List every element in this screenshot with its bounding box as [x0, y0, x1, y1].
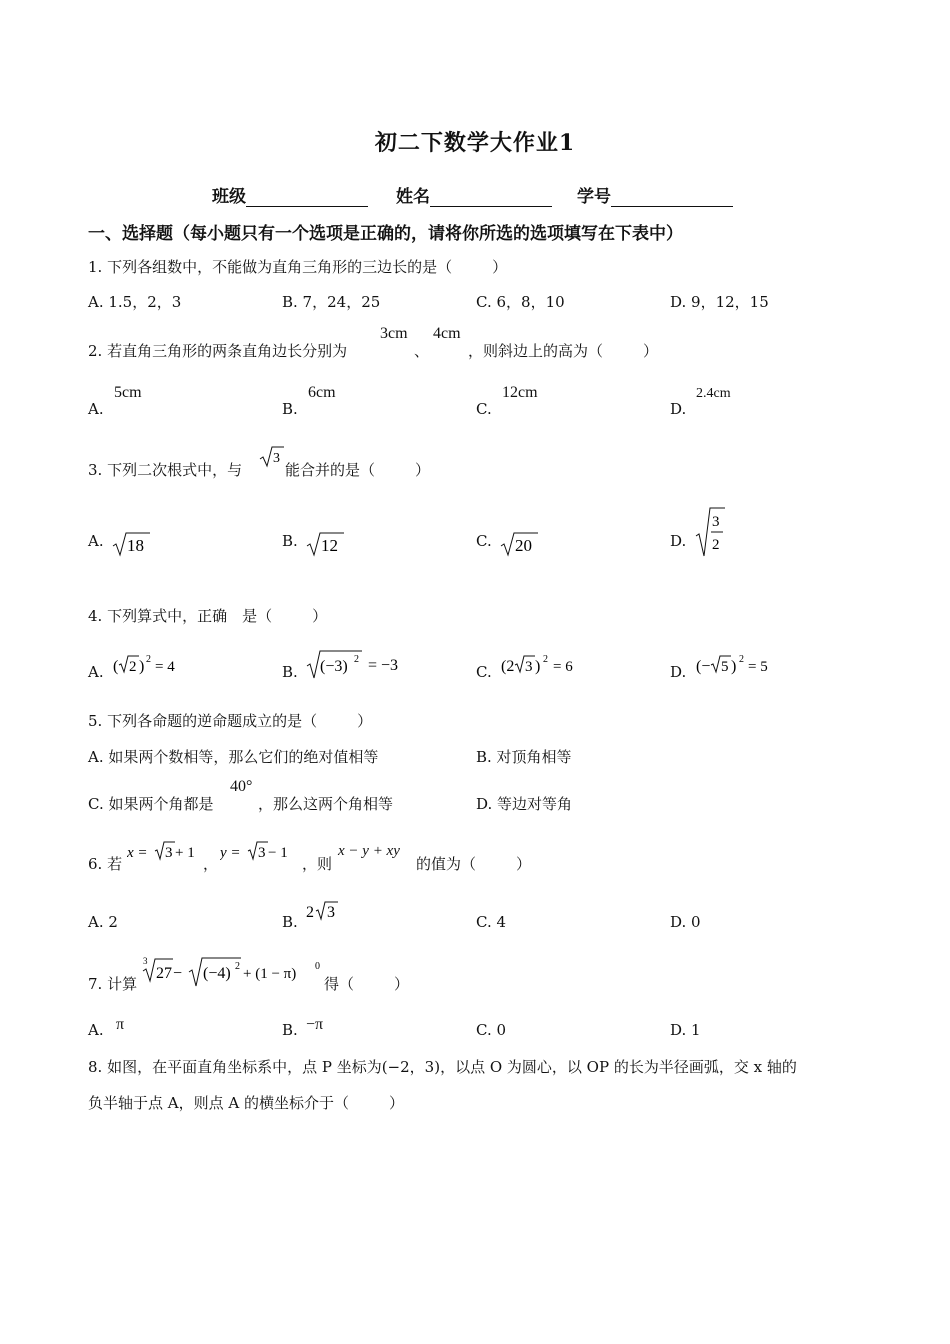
q4-option-a-letter: A. — [88, 663, 104, 681]
q7-option-c: C. 0 — [476, 1021, 507, 1039]
id-field — [577, 182, 733, 207]
q6-option-b-letter: B. — [282, 913, 298, 931]
q3-option-b-letter: B. — [282, 532, 298, 550]
q1-option-b: B. 7，24，25 — [282, 293, 381, 311]
q5-option-c-value: 40° — [230, 778, 253, 795]
q4-c-radicand: 3 — [525, 659, 533, 675]
q7-stem-tail: 得（ ） — [324, 975, 410, 993]
name-field — [396, 182, 552, 207]
q4-d-open: (− — [696, 658, 711, 675]
id-label: 学号 — [577, 187, 611, 207]
q6-x-lhs: x = — [127, 845, 148, 861]
id-blank[interactable] — [611, 189, 733, 207]
question-8-line-2: 负半轴于点 A，则点 A 的横坐标介于（ ） — [88, 1094, 404, 1112]
question-1-stem: 1. 下列各组数中，不能做为直角三角形的三边长的是（ ） — [88, 258, 508, 276]
q3-root-3 — [259, 445, 285, 473]
q2-option-c-letter: C. — [476, 400, 492, 418]
q7-expression — [141, 954, 325, 992]
q4-option-a-expr — [113, 653, 193, 683]
class-blank[interactable] — [246, 189, 368, 207]
q3-option-d-denominator: 2 — [712, 537, 720, 553]
q6-x-radicand: 3 — [165, 845, 173, 861]
q1-option-c: C. 6，8，10 — [476, 293, 565, 311]
q7-option-b-value: −π — [306, 1016, 324, 1033]
q3-option-a-letter: A. — [88, 532, 104, 550]
q3-option-b-radicand: 12 — [321, 536, 338, 555]
q4-b-inner: (−3) — [320, 658, 348, 675]
q6-y-equation — [220, 840, 310, 868]
q3-root-3-radicand: 3 — [273, 451, 280, 466]
q7-cube-radicand: 27 — [156, 965, 172, 982]
q7-option-d: D. 1 — [670, 1021, 701, 1039]
q6-option-d: D. 0 — [670, 913, 701, 931]
q7-sq-exp: 2 — [235, 961, 240, 972]
question-8-line-1: 8. 如图，在平面直角坐标系中，点 P 坐标为(−2，3)，以点 O 为圆心，以 OP 的长为半径画弧，交 x 轴的 — [88, 1058, 797, 1076]
q2-option-a-letter: A. — [88, 400, 104, 418]
q2-value-4cm: 4cm — [433, 325, 461, 342]
question-3-stem: 3. 下列二次根式中，与 — [88, 461, 243, 479]
q4-d-close: ) — [731, 658, 737, 675]
q6-stem-tail: 的值为（ ） — [416, 855, 532, 873]
q4-c-close: ) — [535, 658, 541, 675]
q2-stem-tail: ，则斜边上的高为（ ） — [468, 342, 659, 360]
question-2-stem: 2. 若直角三角形的两条直角边长分别为 — [88, 342, 348, 360]
q4-a-exp: 2 — [146, 654, 151, 665]
q6-y-tail: − 1 — [268, 845, 288, 861]
name-blank[interactable] — [430, 189, 552, 207]
q4-b-rhs: = −3 — [368, 657, 399, 674]
q7-zero-exp: 0 — [315, 961, 320, 972]
q7-option-b-letter: B. — [282, 1021, 298, 1039]
q4-a-radicand: 2 — [129, 659, 137, 675]
q6-option-b-expr — [306, 899, 350, 929]
q5-option-d: D. 等边对等角 — [476, 795, 573, 813]
q5-option-a: A. 如果两个数相等，那么它们的绝对值相等 — [88, 748, 379, 766]
q7-option-a-letter: A. — [88, 1021, 104, 1039]
class-field — [212, 182, 368, 207]
q5-option-c-post: ，那么这两个角相等 — [258, 795, 394, 813]
q4-a-open: ( — [113, 658, 119, 675]
q6-x-tail: + 1 — [175, 845, 195, 861]
question-7-stem: 7. 计算 — [88, 975, 138, 993]
q1-option-d: D. 9，12，15 — [670, 293, 769, 311]
q3-option-a-radicand: 18 — [127, 536, 144, 555]
q3-stem-tail: 能合并的是（ ） — [285, 461, 431, 479]
question-6-stem: 6. 若 — [88, 855, 123, 873]
q2-option-c-value: 12cm — [502, 384, 538, 401]
q1-option-a: A. 1.5，2，3 — [88, 293, 182, 311]
q2-separator: 、 — [414, 342, 430, 360]
q2-option-a-value: 5cm — [114, 384, 142, 401]
q6-option-a: A. 2 — [88, 913, 118, 931]
q3-option-c-letter: C. — [476, 532, 492, 550]
q2-option-b-value: 6cm — [308, 384, 336, 401]
q6-b-coef: 2 — [306, 904, 314, 921]
q4-a-rhs: = 4 — [155, 659, 175, 675]
q3-option-d-root — [695, 506, 727, 562]
q7-sq-inner: (−4) — [203, 965, 231, 982]
q6-y-lhs: y = — [220, 845, 241, 861]
q4-b-exp: 2 — [354, 654, 359, 665]
class-label: 班级 — [212, 187, 246, 207]
q4-c-open: (2 — [501, 658, 515, 675]
q4-d-radicand: 5 — [721, 659, 729, 675]
q2-option-b-letter: B. — [282, 400, 298, 418]
q7-option-a-value: π — [116, 1016, 125, 1033]
q3-option-d-numerator: 3 — [712, 514, 720, 530]
q5-option-c-pre: C. 如果两个角都是 — [88, 795, 214, 813]
q3-option-d-letter: D. — [670, 532, 687, 550]
section-heading: 一、选择题（每小题只有一个选项是正确的，请将你所选的选项填写在下表中） — [88, 224, 683, 244]
q2-option-d-letter: D. — [670, 400, 687, 418]
q6-comma: ， — [203, 855, 219, 873]
q4-option-b-letter: B. — [282, 663, 298, 681]
q5-option-b: B. 对顶角相等 — [476, 748, 572, 766]
q6-y-radicand: 3 — [258, 845, 266, 861]
name-label: 姓名 — [396, 187, 430, 207]
q7-plus-term: + (1 − π) — [243, 966, 297, 982]
q2-option-d-value: 2.4cm — [696, 386, 731, 401]
q4-option-b-expr — [306, 648, 416, 684]
q7-root-index: 3 — [143, 956, 148, 966]
page-title: 初二下数学大作业1 — [374, 130, 576, 156]
question-4-stem: 4. 下列算式中，正确 是（ ） — [88, 607, 328, 625]
q4-d-exp: 2 — [739, 654, 744, 665]
q7-minus: − — [173, 965, 183, 982]
q2-value-3cm: 3cm — [380, 325, 408, 342]
q4-a-close: ) — [139, 658, 145, 675]
q6-option-c: C. 4 — [476, 913, 507, 931]
q4-option-c-expr — [501, 653, 601, 683]
q3-option-c-root — [500, 530, 540, 562]
q4-c-exp: 2 — [543, 654, 548, 665]
q4-option-d-expr — [696, 653, 796, 683]
q4-option-d-letter: D. — [670, 663, 687, 681]
q6-expression: x − y + xy — [338, 843, 400, 859]
q4-d-rhs: = 5 — [748, 659, 768, 675]
q3-option-c-radicand: 20 — [515, 536, 532, 555]
q4-c-rhs: = 6 — [553, 659, 573, 675]
q3-option-b-root — [306, 530, 346, 562]
q3-option-a-root — [112, 530, 152, 562]
q6-then: ，则 — [302, 855, 333, 873]
question-5-stem: 5. 下列各命题的逆命题成立的是（ ） — [88, 712, 373, 730]
q4-option-c-letter: C. — [476, 663, 492, 681]
q6-b-radicand: 3 — [327, 904, 335, 921]
